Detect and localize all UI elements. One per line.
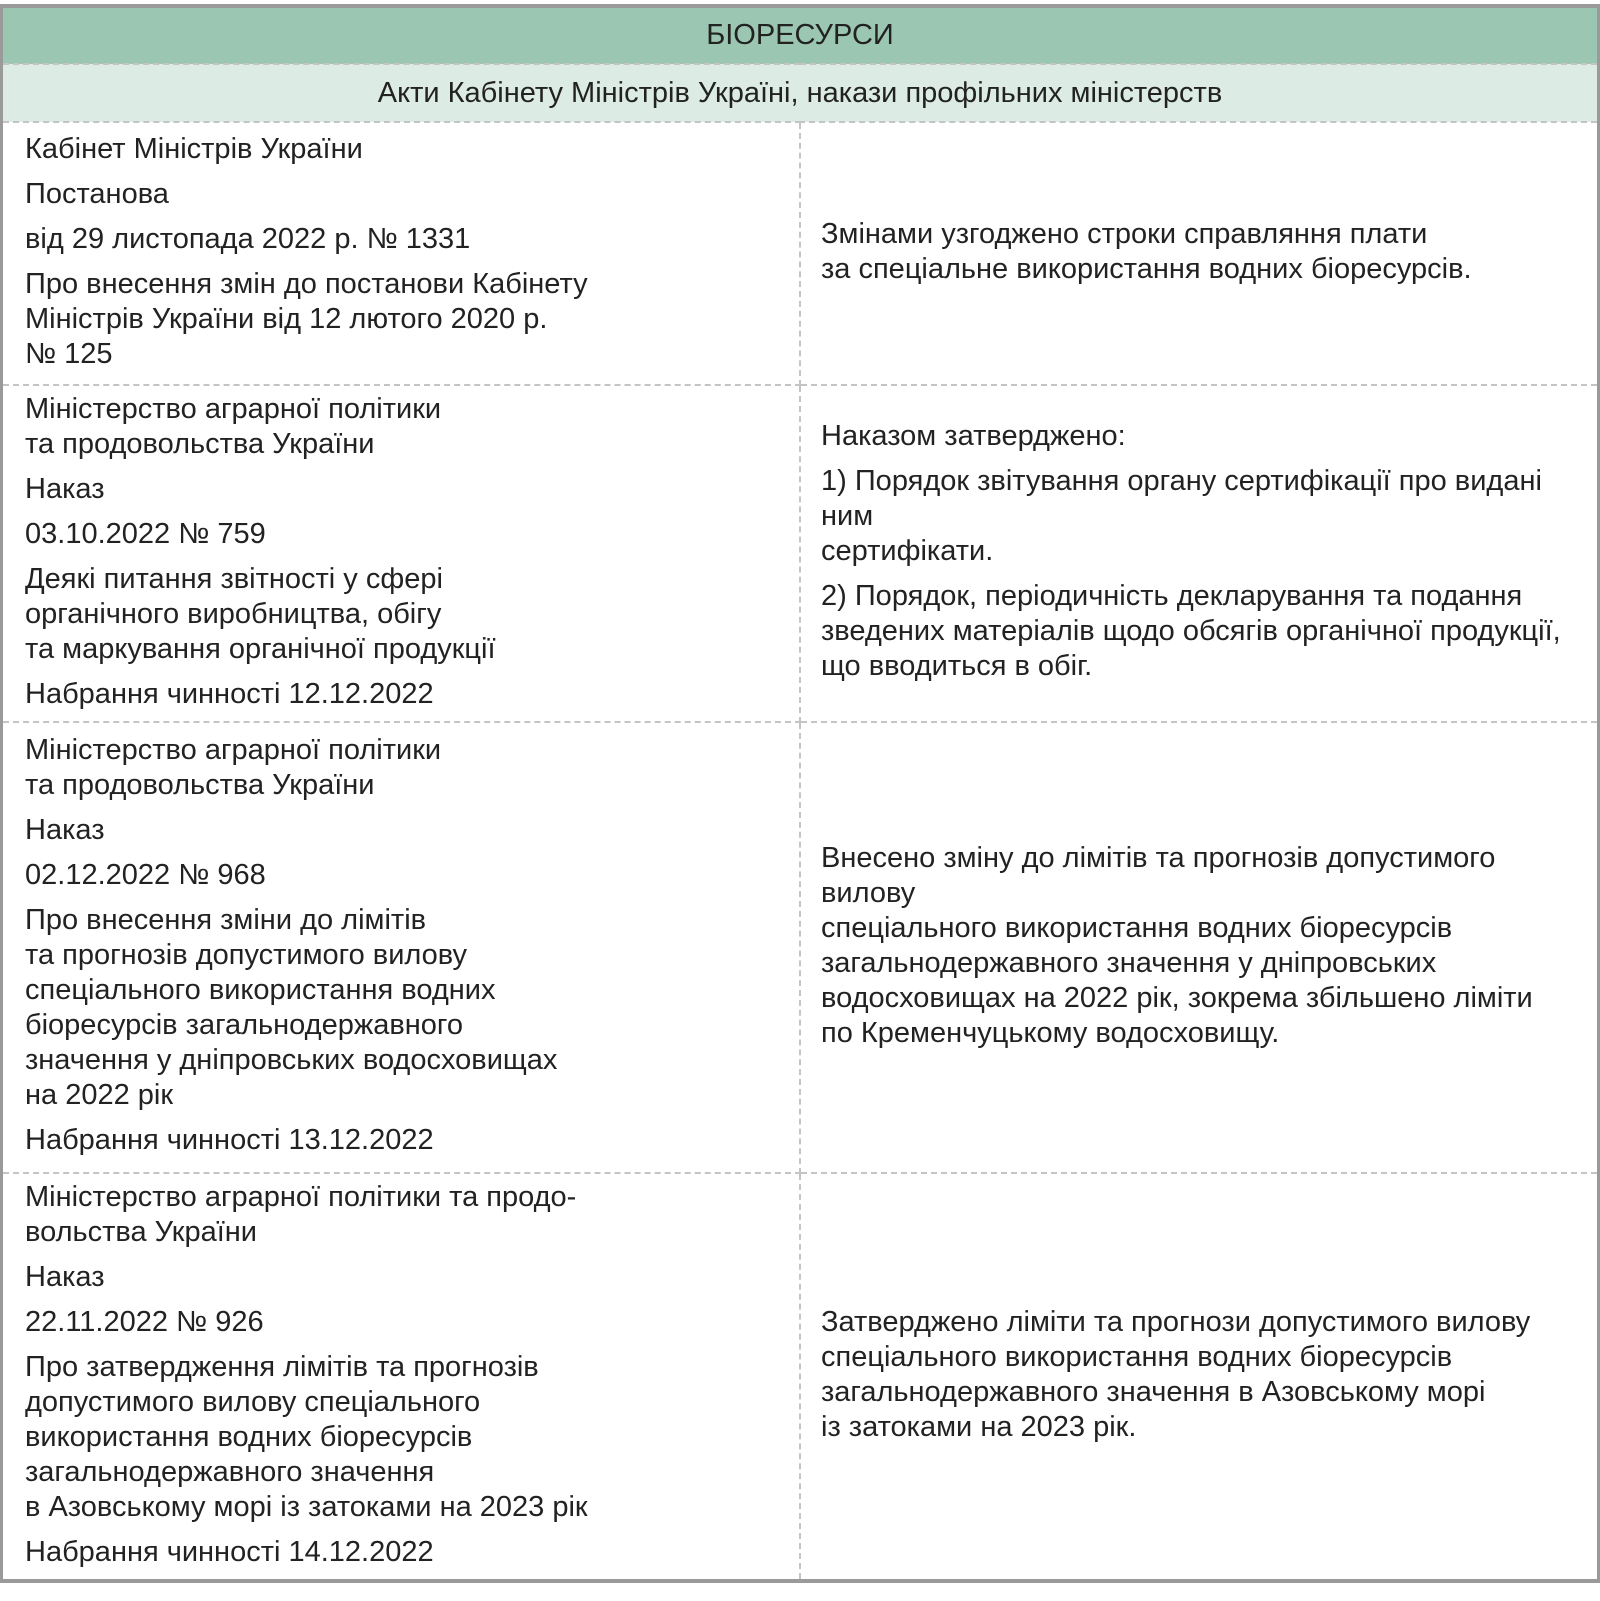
table-title: БІОРЕСУРСИ [2,6,1599,64]
acts-table [0,4,1600,1583]
effective-date: Набрання чинності 14.12.2022 [25,1535,434,1568]
table-title-row [2,6,1599,64]
act-summary-cell [800,722,1599,1173]
table-subtitle: Акти Кабінету Міністрів Україні, накази профільних міністерств [2,64,1599,122]
act-details-cell [2,122,801,385]
table-row [2,722,1599,1173]
act-summary-cell [800,1173,1599,1581]
act-summary: Затверджено ліміти та прогнози допустимого вилову спеціального використання водних біоресурсів загальнодержавного значення в Азовському морі із затоками на 2023 рік. [821,1305,1531,1443]
act-summary: Змінами узгоджено строки справляння плати за спеціальне використання водних біоресурсів. [821,217,1472,285]
act-title: Про внесення змін до постанови Кабінету Міністрів України від 12 лютого 2020 р. № 125 [25,267,588,370]
act-date-number: 03.10.2022 № 759 [25,517,266,550]
issuing-authority: Міністерство аграрної політики та продовольства України [25,392,442,460]
bioresources-acts-document [0,4,1600,1583]
act-summary-item: 1) Порядок звітування органу сертифікації про видані ним сертифікати. [821,465,1542,567]
act-title: Про внесення зміни до лімітів та прогнозів допустимого вилову спеціального використання водних біоресурсів загальнодержавного значення у дніпровських водосховищах на 2022 рік [25,904,558,1111]
act-summary-cell [800,385,1599,722]
act-summary-cell [800,122,1599,385]
act-details-cell [2,385,801,722]
issuing-authority: Кабінет Міністрів України [25,132,363,165]
table-row [2,1173,1599,1581]
act-summary: Внесено зміну до лімітів та прогнозів допустимого вилову спеціального використання водних біоресурсів загальнодержавного значення у дніпровських водосховищах на 2022 рік, зокрема збільшено ліміти по Кременчуцькому водосховищу. [821,841,1533,1049]
table-row [2,122,1599,385]
act-type: Постанова [25,177,169,210]
issuing-authority: Міністерство аграрної політики та продо- вольства України [25,1180,577,1248]
act-title: Деякі питання звітності у сфері органічного виробництва, обігу та маркування органічної продукції [25,562,496,665]
table-subtitle-row [2,64,1599,122]
act-date-number: 02.12.2022 № 968 [25,859,266,891]
act-title: Про затвердження лімітів та прогнозів допустимого вилову спеціального використання водних біоресурсів загальнодержавного значення в Азовському морі із затоками на 2023 рік [25,1350,588,1523]
act-details-cell [2,1173,801,1581]
effective-date: Набрання чинності 13.12.2022 [25,1124,434,1156]
issuing-authority: Міністерство аграрної політики та продовольства України [25,734,442,801]
act-summary: Наказом затверджено: [821,420,1126,452]
table-row [2,385,1599,722]
effective-date: Набрання чинності 12.12.2022 [25,677,434,710]
act-date-number: 22.11.2022 № 926 [25,1305,264,1338]
act-summary-item: 2) Порядок, періодичність декларування та подання зведених матеріалів щодо обсягів органічної продукції, що вводиться в обіг. [821,580,1561,682]
act-type: Наказ [25,472,105,505]
act-type: Наказ [25,1260,105,1293]
act-details-cell [2,722,801,1173]
act-date-number: від 29 листопада 2022 р. № 1331 [25,222,471,255]
act-type: Наказ [25,814,105,846]
